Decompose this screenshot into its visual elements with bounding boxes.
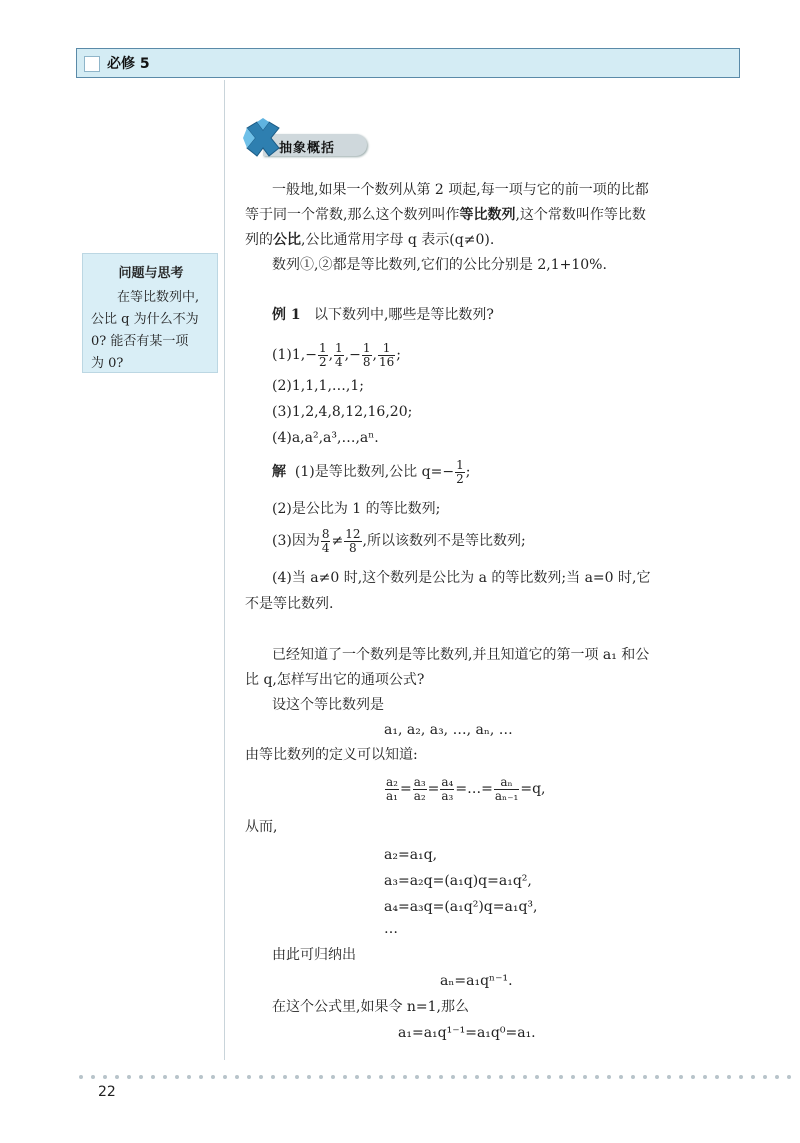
footer-dot xyxy=(307,1075,311,1079)
footer-dot xyxy=(247,1075,251,1079)
footer-dot xyxy=(235,1075,239,1079)
footer-dot xyxy=(331,1075,335,1079)
definition-text: 等于同一个常数,那么这个数列叫作 xyxy=(245,207,460,223)
sidebar-line: 公比 q 为什么不为 xyxy=(91,312,199,327)
fraction xyxy=(455,459,465,486)
chain-dots: =…= xyxy=(455,781,493,797)
footer-dot xyxy=(763,1075,767,1079)
example-label: 例 1 xyxy=(272,307,301,323)
equation-2: a₃=a₂q=(a₁q)q=a₁q², xyxy=(384,873,532,889)
solution-2: (2)是公比为 1 的等比数列; xyxy=(272,501,441,517)
frac-num: a₄ xyxy=(441,774,454,789)
frac-sign: − xyxy=(305,347,317,363)
footer-dot xyxy=(703,1075,707,1079)
footer-dot xyxy=(187,1075,191,1079)
definition-line-1: 一般地,如果一个数列从第 2 项起,每一项与它的前一项的比都 xyxy=(272,182,649,198)
frac-num: 1 xyxy=(335,340,343,355)
frac-den: 2 xyxy=(456,471,464,486)
footer-dot xyxy=(571,1075,575,1079)
footer-dot xyxy=(295,1075,299,1079)
fraction xyxy=(362,342,372,369)
badge-label: 抽象概括 xyxy=(279,141,336,156)
frac-num: 1 xyxy=(456,457,464,472)
fraction xyxy=(378,342,395,369)
fraction xyxy=(494,776,520,803)
footer-dot xyxy=(319,1075,323,1079)
example-item-3: (3)1,2,4,8,12,16,20; xyxy=(272,404,413,420)
footer-dot xyxy=(727,1075,731,1079)
thus-line: 从而, xyxy=(245,819,278,835)
frac-num: 1 xyxy=(378,342,395,356)
footer-dot xyxy=(475,1075,479,1079)
equation-dots: … xyxy=(384,921,398,937)
solution-text: (3)因为 xyxy=(272,533,320,549)
footer-dot xyxy=(691,1075,695,1079)
footer-dot xyxy=(283,1075,287,1079)
definition-derive-line: 由等比数列的定义可以知道: xyxy=(245,747,418,763)
footer-dot xyxy=(127,1075,131,1079)
frac-den: 16 xyxy=(378,354,395,369)
margin-divider xyxy=(224,80,225,1060)
footer-dot xyxy=(463,1075,467,1079)
solution-4-line-1: (4)当 a≠0 时,这个数列是公比为 a 的等比数列;当 a=0 时,它 xyxy=(272,570,651,586)
frac-num: 8 xyxy=(321,526,330,541)
footer-dot xyxy=(775,1075,779,1079)
frac-num: a₂ xyxy=(386,774,398,789)
frac-sign: − xyxy=(349,347,361,363)
sidebar-line: 0? 能否有某一项 xyxy=(91,334,189,349)
fraction xyxy=(385,776,399,803)
frac-den: aₙ₋₁ xyxy=(494,788,519,803)
example-item-4: (4)a,a²,a³,…,aⁿ. xyxy=(272,430,379,446)
footer-dot xyxy=(739,1075,743,1079)
ratio-chain: $\frac{\text{a₂}}{\text{a₁}}$ = $\frac{\text{a₃}}{\text{a₂}}$ = $\frac{\text{a₄}}{\text{a₃}}$ =…= $\frac{\text{aₙ}}{\text{aₙ₋₁}}$ =q, xyxy=(386,774,546,803)
frac-den: a₁ xyxy=(386,788,398,803)
example-question: 以下数列中,哪些是等比数列? xyxy=(313,307,494,323)
footer-dot xyxy=(355,1075,359,1079)
footer-dot xyxy=(439,1075,443,1079)
sequence-line: a₁, a₂, a₃, …, aₙ, … xyxy=(384,722,513,738)
definition-text: 列的 xyxy=(245,232,273,248)
fraction xyxy=(334,342,344,369)
frac-num: 1 xyxy=(318,340,327,355)
fraction xyxy=(321,528,331,555)
example-item-2: (2)1,1,1,…,1; xyxy=(272,378,364,394)
item-prefix: (1)1, xyxy=(272,347,306,363)
footer-dot xyxy=(595,1075,599,1079)
sidebar-title: 问题与思考 xyxy=(118,266,184,281)
condition-line: 在这个公式里,如果令 n=1,那么 xyxy=(272,999,470,1015)
frac-num: 12 xyxy=(345,526,361,541)
ratios-line: 数列①,②都是等比数列,它们的公比分别是 2,1+10%. xyxy=(272,257,607,273)
fraction xyxy=(344,528,361,555)
fraction xyxy=(318,342,328,369)
footer-dot xyxy=(163,1075,167,1079)
term-geometric-sequence: 等比数列 xyxy=(459,207,516,223)
example-heading xyxy=(272,306,494,324)
footer-dot xyxy=(499,1075,503,1079)
frac-num: aₙ xyxy=(494,776,520,790)
footer-dot xyxy=(415,1075,419,1079)
derivation-question-1: 已经知道了一个数列是等比数列,并且知道它的第一项 a₁ 和公 xyxy=(272,647,650,663)
footer-dot xyxy=(547,1075,551,1079)
solution-1 xyxy=(272,457,470,487)
page-header xyxy=(76,48,740,78)
footer-dot xyxy=(367,1075,371,1079)
solution-3 xyxy=(272,526,526,556)
footer-dot xyxy=(511,1075,515,1079)
example-item-1: (1)1,− $\frac{1}{2}$ , $\frac{1}{4}$ ,− $\frac{1}{8}$ , $\frac{1}{16}$ ; xyxy=(272,340,401,369)
sidebar-line: 为 0? xyxy=(91,356,124,371)
solution-4-line-2: 不是等比数列. xyxy=(245,596,334,612)
footer-dot xyxy=(559,1075,563,1079)
header-title: 必修 5 xyxy=(107,56,150,72)
general-formula: aₙ=a₁qⁿ⁻¹. xyxy=(440,973,513,989)
solution-text: ; xyxy=(465,464,471,480)
footer-dot xyxy=(787,1075,791,1079)
frac-den: 4 xyxy=(321,540,330,555)
fraction xyxy=(413,776,427,803)
definition-line-3 xyxy=(245,231,494,249)
footer-dot xyxy=(343,1075,347,1079)
solution-text: (1)是等比数列,公比 q=− xyxy=(294,464,455,480)
frac-den: a₃ xyxy=(441,788,454,803)
footer-dotted-rule xyxy=(78,1074,798,1080)
footer-dot xyxy=(271,1075,275,1079)
footer-dot xyxy=(487,1075,491,1079)
footer-dot xyxy=(391,1075,395,1079)
frac-den: 4 xyxy=(335,354,343,369)
footer-dot xyxy=(607,1075,611,1079)
footer-dot xyxy=(223,1075,227,1079)
equation-3: a₄=a₃q=(a₁q²)q=a₁q³, xyxy=(384,899,538,915)
let-line: 设这个等比数列是 xyxy=(272,697,384,713)
frac-den: 2 xyxy=(318,354,327,369)
footer-dot xyxy=(631,1075,635,1079)
definition-text: ,这个常数叫作等比数 xyxy=(515,207,646,223)
footer-dot xyxy=(523,1075,527,1079)
page-number: 22 xyxy=(98,1084,116,1100)
frac-num: 1 xyxy=(362,340,371,355)
footer-dot xyxy=(751,1075,755,1079)
footer-dot xyxy=(643,1075,647,1079)
footer-dot xyxy=(403,1075,407,1079)
sidebar-line: 在等比数列中, xyxy=(117,290,200,305)
derivation-question-2: 比 q,怎样写出它的通项公式? xyxy=(245,672,425,688)
header-square-icon xyxy=(84,56,100,72)
definition-text: ,公比通常用字母 q 表示(q≠0). xyxy=(301,232,495,248)
footer-dot xyxy=(199,1075,203,1079)
chain-tail: =q, xyxy=(520,781,546,797)
frac-den: 8 xyxy=(362,354,371,369)
sidebar-note xyxy=(82,253,218,373)
footer-dot xyxy=(619,1075,623,1079)
term-common-ratio: 公比 xyxy=(273,232,301,248)
final-equation: a₁=a₁q¹⁻¹=a₁q⁰=a₁. xyxy=(398,1025,536,1041)
cube-cross-icon xyxy=(243,118,283,160)
footer-dot xyxy=(655,1075,659,1079)
footer-dot xyxy=(715,1075,719,1079)
footer-dot xyxy=(259,1075,263,1079)
equation-1: a₂=a₁q, xyxy=(384,847,438,863)
footer-dot xyxy=(379,1075,383,1079)
footer-dot xyxy=(583,1075,587,1079)
footer-dot xyxy=(139,1075,143,1079)
footer-dot xyxy=(175,1075,179,1079)
definition-line-2 xyxy=(245,206,646,224)
section-badge xyxy=(243,118,368,160)
frac-num: a₃ xyxy=(413,774,426,789)
solution-text: ,所以该数列不是等比数列; xyxy=(362,533,526,549)
footer-dot xyxy=(535,1075,539,1079)
induce-line: 由此可归纳出 xyxy=(272,947,356,963)
footer-dot xyxy=(427,1075,431,1079)
neq-sign: ≠ xyxy=(331,533,344,549)
solution-label: 解 xyxy=(272,464,286,480)
footer-dot xyxy=(103,1075,107,1079)
footer-dot xyxy=(667,1075,671,1079)
footer-dot xyxy=(79,1075,83,1079)
frac-den: a₂ xyxy=(413,788,426,803)
footer-dot xyxy=(451,1075,455,1079)
footer-dot xyxy=(211,1075,215,1079)
footer-dot xyxy=(91,1075,95,1079)
fraction xyxy=(440,776,454,803)
frac-den: 8 xyxy=(349,540,357,555)
footer-dot xyxy=(151,1075,155,1079)
footer-dot xyxy=(115,1075,119,1079)
footer-dot xyxy=(679,1075,683,1079)
